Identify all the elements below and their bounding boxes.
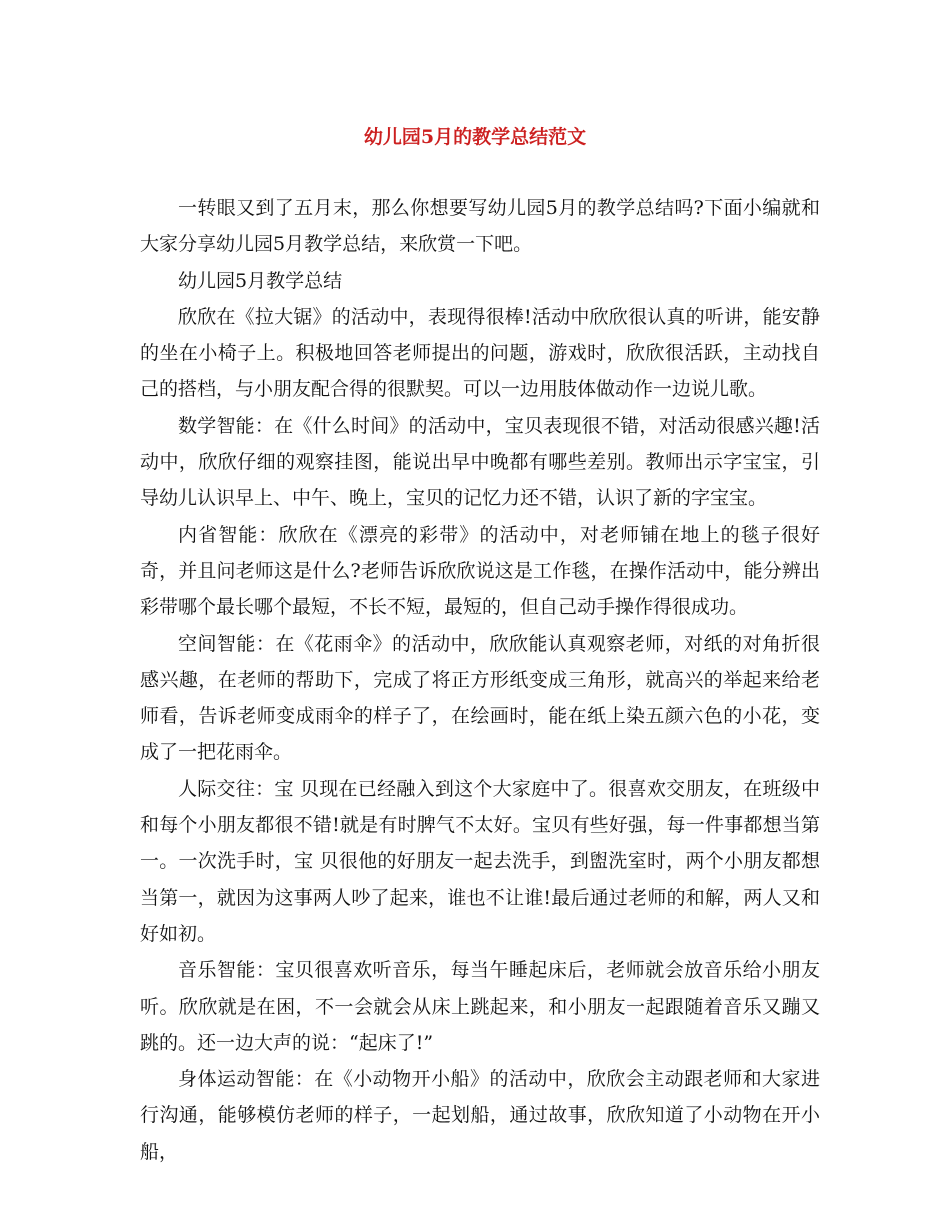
intro-paragraph: 一转眼又到了五月末，那么你想要写幼儿园5月的教学总结吗?下面小编就和大家分享幼儿园5月教学总结，来欣赏一下吧。 xyxy=(140,197,820,256)
body-paragraph: 数学智能：在《什么时间》的活动中，宝贝表现很不错，对活动很感兴趣!活动中，欣欣仔细的观察挂图，能说出早中晚都有哪些差别。教师出示字宝宝，引导幼儿认识早上、中午、晚上，宝贝的记忆力还不错，认识了新的字宝宝。 xyxy=(140,414,820,510)
body-paragraph: 音乐智能：宝贝很喜欢听音乐，每当午睡起床后，老师就会放音乐给小朋友听。欣欣就是在困，不一会就会从床上跳起来，和小朋友一起跟随着音乐又蹦又跳的。还一边大声的说：“起床了!” xyxy=(140,959,820,1054)
body-paragraph: 人际交往：宝 贝现在已经融入到这个大家庭中了。很喜欢交朋友，在班级中和每个小朋友都很不错!就是有时脾气不太好。宝贝有些好强，每一件事都想当第一。一次洗手时，宝 贝很他的好朋友一起去洗手，到盥洗室时，两个小朋友都想当第一，就因为这事两人吵了起来，谁也不让谁!最后通过老师的和解，两人又和好如初。 xyxy=(140,777,820,945)
body-paragraph: 空间智能：在《花雨伞》的活动中，欣欣能认真观察老师，对纸的对角折很感兴趣，在老师的帮助下，完成了将正方形纸变成三角形，就高兴的举起来给老师看，告诉老师变成雨伞的样子了，在绘画时，能在纸上染五颜六色的小花，变成了一把花雨伞。 xyxy=(140,632,820,764)
section-heading: 幼儿园5月教学总结 xyxy=(178,269,343,292)
document-body xyxy=(140,190,820,1170)
body-paragraph: 内省智能：欣欣在《漂亮的彩带》的活动中，对老师铺在地上的毯子很好奇，并且问老师这是什么?老师告诉欣欣说这是工作毯，在操作活动中，能分辨出彩带哪个最长哪个最短，不长不短，最短的，但自己动手操作得很成功。 xyxy=(140,523,820,619)
document-title: 幼儿园5月的教学总结范文 xyxy=(363,126,587,148)
body-paragraph: 身体运动智能：在《小动物开小船》的活动中，欣欣会主动跟老师和大家进行沟通，能够模仿老师的样子，一起划船，通过故事，欣欣知道了小动物在开小船， xyxy=(140,1068,820,1163)
body-paragraph: 欣欣在《拉大锯》的活动中，表现得很棒!活动中欣欣很认真的听讲，能安静的坐在小椅子上。积极地回答老师提出的问题，游戏时，欣欣很活跃，主动找自己的搭档，与小朋友配合得的很默契。可以一边用肢体做动作一边说儿歌。 xyxy=(140,305,820,401)
